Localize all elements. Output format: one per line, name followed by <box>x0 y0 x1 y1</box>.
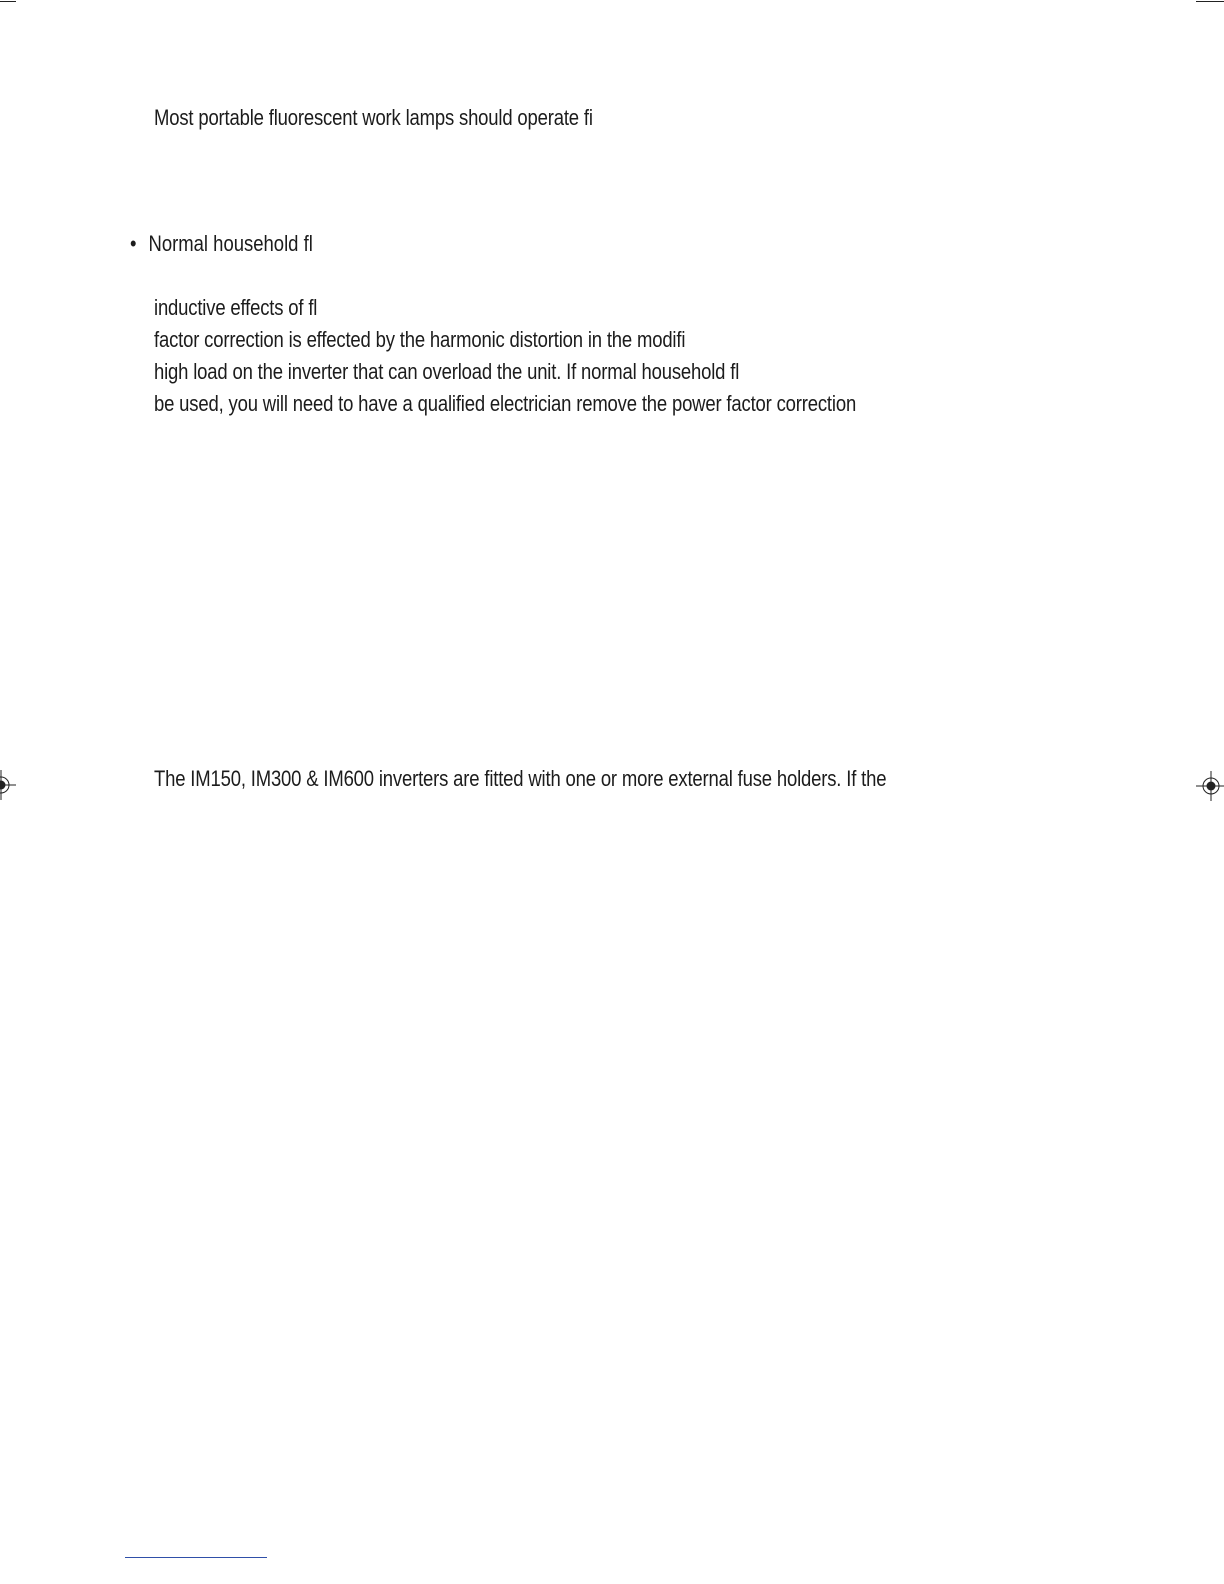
crop-mark-top-left <box>0 1 16 2</box>
registration-mark-icon <box>0 770 16 800</box>
paragraph-line-factor-correction: factor correction is effected by the harmonic distortion in the modifi <box>154 327 686 352</box>
bullet-symbol: • <box>130 231 137 256</box>
paragraph-line-inductive: inductive effects of fl <box>154 295 318 320</box>
bullet-item-household <box>130 231 313 257</box>
registration-mark-icon <box>1196 771 1224 801</box>
footer-rule <box>125 1557 267 1558</box>
crop-mark-top-right <box>1196 1 1224 2</box>
bullet-item-text: Normal household fl <box>148 231 313 256</box>
paragraph-line-high-load: high load on the inverter that can overload the unit. If normal household fl <box>154 359 740 384</box>
paragraph-line-electrician: be used, you will need to have a qualified electrician remove the power factor correction <box>154 391 857 416</box>
paragraph-line-fuse-holders: The IM150, IM300 & IM600 inverters are fitted with one or more external fuse holders. If the <box>154 766 887 791</box>
paragraph-line-work-lamps: Most portable fluorescent work lamps should operate fi <box>154 105 593 130</box>
